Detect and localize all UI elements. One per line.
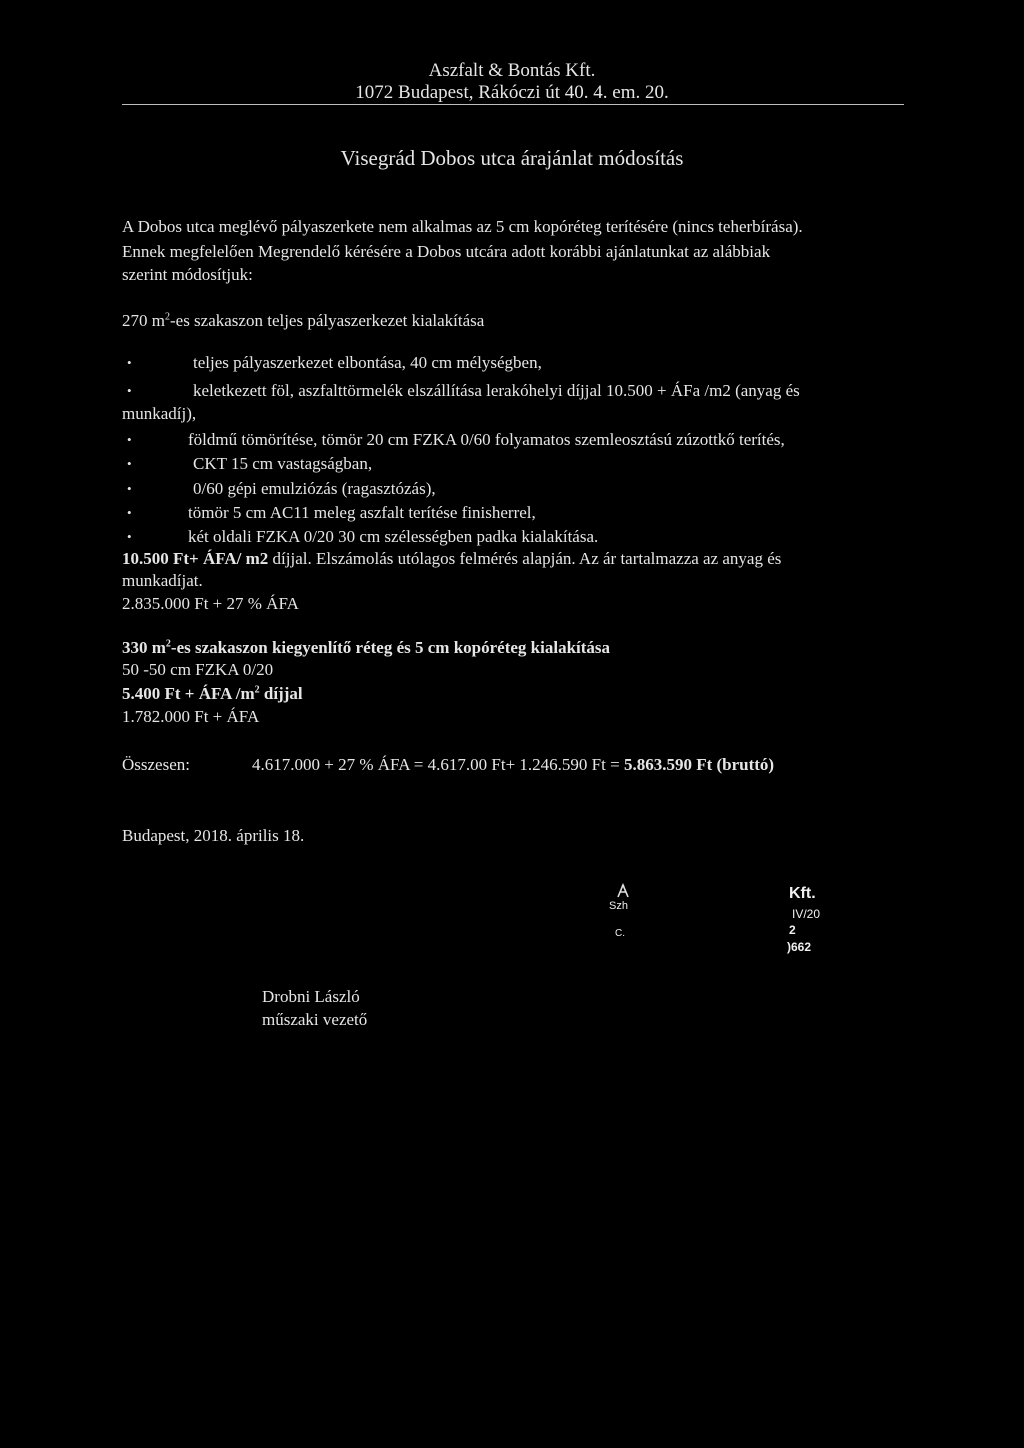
section1-unit-price: 10.500 Ft+ ÁFA/ m2 — [122, 549, 269, 568]
summary-label: Összesen: — [122, 755, 190, 774]
list-item: tömör 5 cm AC11 meleg aszfalt terítése finisherrel, — [188, 503, 536, 522]
section1-heading-area: 270 m — [122, 311, 165, 330]
list-item-continuation: munkadíj), — [122, 404, 197, 423]
section1-price-note: díjjal. Elszámolás utólagos felmérés alapján. Az ár tartalmazza az anyag és — [268, 549, 782, 568]
section2-heading-sup: 2 — [165, 638, 171, 650]
section1-heading — [122, 310, 484, 332]
section1-price-line-2: munkadíjat. — [122, 571, 203, 590]
section2-heading — [122, 637, 610, 659]
section2-heading-text: -es szakaszon kiegyenlítő réteg és 5 cm kopóréteg kialakítása — [170, 638, 611, 657]
summary-calculation — [252, 754, 774, 776]
company-name: Aszfalt & Bontás Kft. — [428, 60, 596, 81]
section2-unit-price: 5.400 Ft + ÁFA /m — [122, 684, 255, 703]
summary-calc-text: 4.617.000 + 27 % ÁFA = 4.617.00 Ft+ 1.246.590 Ft = — [252, 755, 624, 774]
stamp-text-left-2: C. — [615, 928, 625, 939]
bullet-icon: • — [127, 355, 132, 370]
section1-heading-sup: 2 — [164, 311, 170, 323]
stamp-emblem-icon — [614, 883, 632, 899]
bullet-icon: • — [127, 432, 132, 447]
section2-price — [122, 683, 303, 705]
section2-price-suffix: díjjal — [259, 684, 303, 703]
bullet-icon: • — [127, 529, 132, 544]
list-item: 0/60 gépi emulziózás (ragasztózás), — [193, 479, 436, 498]
section2-line-1: 50 -50 cm FZKA 0/20 — [122, 660, 274, 679]
document-title: Visegrád Dobos utca árajánlat módosítás — [340, 146, 684, 170]
list-item: teljes pályaszerkezet elbontása, 40 cm mélységben, — [193, 353, 542, 372]
signature-name: Drobni László — [262, 987, 360, 1006]
stamp-text-right-4: )662 — [787, 940, 812, 954]
stamp-text-right-3: 2 — [789, 923, 796, 937]
stamp-text-left-1: Szh — [609, 900, 628, 912]
intro-line-1: A Dobos utca meglévő pályaszerkete nem alkalmas az 5 cm kopóréteg terítésére (nincs teherbírása). — [122, 217, 803, 236]
list-item: CKT 15 cm vastagságban, — [193, 454, 373, 473]
bullet-icon: • — [127, 383, 132, 398]
bullet-icon: • — [127, 456, 132, 471]
intro-line-2: Ennek megfelelően Megrendelő kérésére a Dobos utcára adott korábbi ajánlatunkat az alábbiak — [122, 242, 771, 261]
header-divider — [122, 104, 904, 105]
place-date: Budapest, 2018. április 18. — [122, 826, 305, 845]
intro-line-3: szerint módosítjuk: — [122, 265, 253, 284]
section1-heading-text: -es szakaszon teljes pályaszerkezet kialakítása — [169, 311, 485, 330]
section1-total: 2.835.000 Ft + 27 % ÁFA — [122, 594, 299, 613]
company-address: 1072 Budapest, Rákóczi út 40. 4. em. 20. — [355, 82, 669, 103]
stamp-text-right-1: Kft. — [789, 885, 816, 902]
list-item: keletkezett föl, aszfalttörmelék elszállítása lerakóhelyi díjjal 10.500 + ÁFa /m2 (anyag és — [193, 381, 800, 400]
signature-role: műszaki vezető — [262, 1010, 368, 1029]
bullet-icon: • — [127, 505, 132, 520]
list-item: földmű tömörítése, tömör 20 cm FZKA 0/60 folyamatos szemleosztású zúzottkő terítés, — [188, 430, 785, 449]
section2-heading-area: 330 m — [122, 638, 166, 657]
stamp-text-right-2: IV/20 — [792, 907, 821, 921]
section2-price-sup: 2 — [254, 684, 260, 696]
section2-total: 1.782.000 Ft + ÁFA — [122, 707, 260, 726]
summary-gross-total: 5.863.590 Ft (bruttó) — [623, 755, 775, 774]
bullet-icon: • — [127, 481, 132, 496]
list-item: két oldali FZKA 0/20 30 cm szélességben padka kialakítása. — [188, 527, 599, 546]
section1-price — [122, 548, 781, 570]
